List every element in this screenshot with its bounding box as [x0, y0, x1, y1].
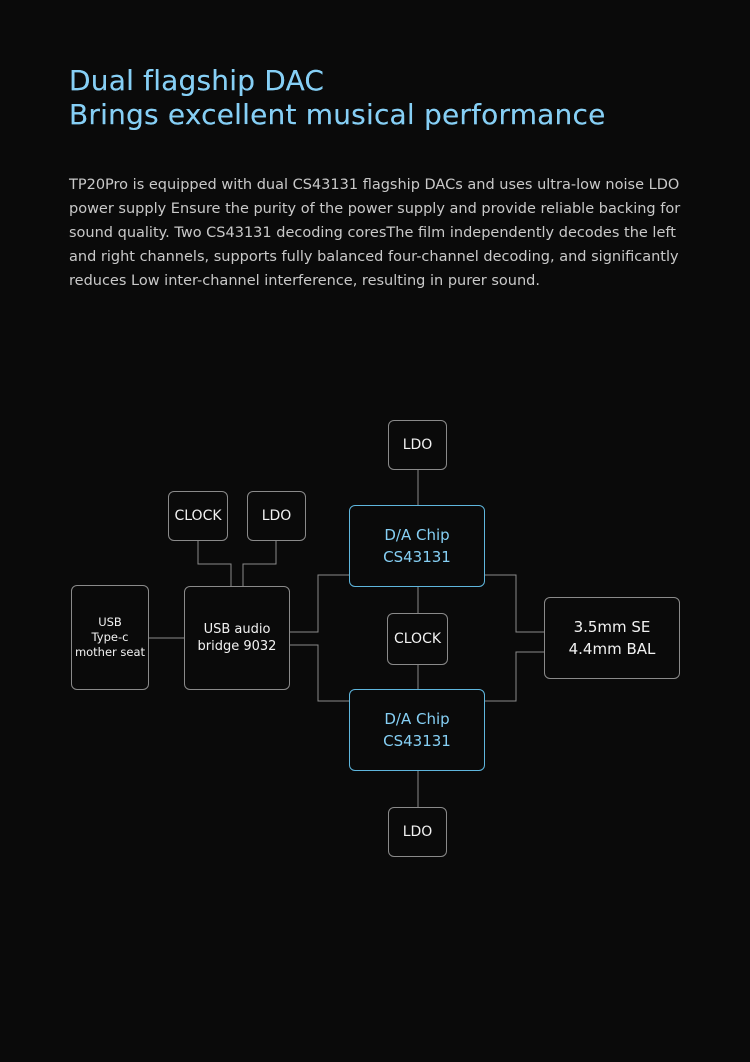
link-dac-bottom-output	[485, 652, 545, 701]
bridge-box	[184, 586, 290, 690]
bridge-line1: USB audio	[203, 622, 271, 637]
ldo-left-box	[247, 491, 306, 541]
dac-bottom-line1: D/A Chip	[384, 710, 450, 728]
ldo-bottom-label: LDO	[402, 824, 433, 840]
link-bridge-dac-top	[290, 575, 350, 632]
ldo-top-box	[388, 420, 447, 470]
usb-seat-line3: mother seat	[74, 645, 146, 659]
link-clock-bridge	[198, 541, 231, 587]
description-paragraph: TP20Pro is equipped with dual CS43131 flagship DACs and uses ultra-low noise LDO power supply Ensure the purity of the power supply and provide reliable backing for sound quality. Two CS43131 decoding coresThe film independently decodes the left and right channels, supports fully balanced four-channel decoding, and significantly reduces Low inter-channel interference, resulting in purer sound.	[69, 177, 681, 289]
link-bridge-dac-bottom	[290, 645, 350, 701]
output-box	[544, 597, 680, 679]
ldo-top-label: LDO	[402, 437, 433, 453]
output-line2: 4.4mm BAL	[568, 640, 656, 658]
dac-top-box	[349, 505, 485, 587]
clock-center-label: CLOCK	[393, 631, 442, 647]
dac-top-line1: D/A Chip	[384, 526, 450, 544]
title-line-2: Brings excellent musical performance	[69, 98, 606, 131]
clock-left-box	[168, 491, 228, 541]
dac-top-line2: CS43131	[383, 548, 451, 566]
dac-bottom-line2: CS43131	[383, 732, 451, 750]
ldo-bottom-box	[388, 807, 447, 857]
clock-left-label: CLOCK	[174, 508, 222, 524]
dac-bottom-box	[349, 689, 485, 771]
usb-seat-line2: Type-c	[91, 630, 129, 644]
link-ldo-bridge	[243, 541, 276, 587]
link-dac-top-output	[485, 575, 545, 632]
bridge-line2: bridge 9032	[197, 639, 277, 654]
usb-seat-line1: USB	[98, 615, 122, 629]
usb-seat-box	[71, 585, 149, 690]
clock-center-box	[387, 613, 448, 665]
title-line-1: Dual flagship DAC	[69, 64, 325, 97]
output-line1: 3.5mm SE	[573, 618, 651, 636]
ldo-left-label: LDO	[261, 508, 292, 524]
